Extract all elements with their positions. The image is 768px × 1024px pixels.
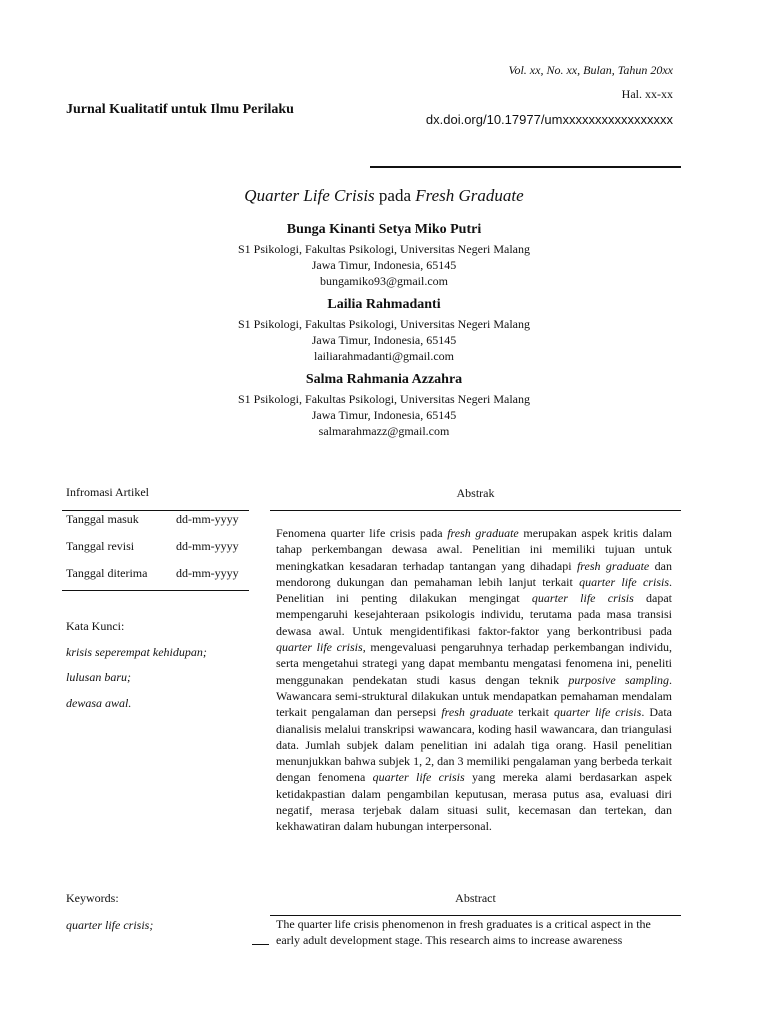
paper-title — [0, 186, 768, 206]
abstrak-text-segment: yang mereka alami berdasarkan aspek ketidakpastian dalam pengambilan keputusan, merasa putus asa, evaluasi diri negatif, merasa terjebak dalam situasi sulit, kecemasan dan tertekan, dan kekhawatiran dalam hubungan interpersonal. — [276, 770, 672, 834]
abstrak-text-segment: terkait — [513, 705, 554, 720]
abstrak-italic-term: purposive sampling — [568, 672, 669, 687]
info-label-accepted: Tanggal diterima — [66, 566, 148, 580]
abstrak-italic-term: quarter life crisis — [553, 705, 642, 720]
abstrak-text-segment: , mengevaluasi pengaruhnya terhadap perkembangan individu, serta mengetahui strategi yang dapat membantu mengatasi fenomena ini, peneliti menggunakan pendekatan studi kasus dengan teknik — [276, 640, 672, 687]
abstract-body-en: The quarter life crisis phenomenon in fresh graduates is a critical aspect in the early adult development stage. This research aims to increase awareness — [276, 917, 651, 948]
abstrak-heading: Abstrak — [456, 486, 495, 500]
abstrak-text-segment: dan mendorong dukungan dan pemahaman lebih lanjut terkait — [276, 558, 672, 589]
header-divider — [370, 166, 681, 168]
column-separator-dash — [252, 944, 269, 945]
author-location: Jawa Timur, Indonesia, 65145 — [311, 258, 457, 272]
keywords-heading-en: Keywords: — [66, 891, 119, 905]
journal-volume: Vol. xx, No. xx, Bulan, Tahun 20xx — [508, 63, 673, 77]
keyword-item: krisis seperempat kehidupan; — [66, 645, 207, 659]
abstrak-body — [276, 525, 672, 835]
abstrak-text-segment: . Penelitian ini penting dilakukan mengingat — [276, 574, 672, 606]
article-info-heading: Infromasi Artikel — [66, 485, 149, 499]
author-email[interactable]: lailiarahmadanti@gmail.com — [313, 349, 454, 363]
author-email[interactable]: salmarahmazz@gmail.com — [318, 424, 450, 438]
author-location: Jawa Timur, Indonesia, 65145 — [311, 408, 457, 422]
info-label-received: Tanggal masuk — [66, 512, 139, 526]
title-part-1: Quarter Life Crisis — [244, 186, 375, 205]
abstrak-italic-term: quarter life crisis — [276, 640, 363, 655]
author-block-3 — [0, 372, 768, 439]
title-part-2: pada — [374, 186, 416, 205]
journal-pages: Hal. xx-xx — [621, 87, 673, 101]
info-value-revised: dd-mm-yyyy — [176, 539, 239, 553]
abstrak-italic-term: fresh graduate — [441, 705, 514, 720]
abstrak-italic-term: quarter life crisis — [531, 591, 634, 606]
abstrak-text-segment: merupakan aspek kritis dalam tahap perkembangan dewasa awal. Penelitian ini memiliki tujuan untuk meningkatkan kesadaran terhadap tantangan yang dihadapi — [276, 526, 673, 573]
abstrak-italic-term: fresh graduate — [447, 526, 519, 540]
abstrak-italic-term: quarter life crisis — [372, 770, 465, 785]
keyword-item: lulusan baru; — [66, 670, 132, 684]
article-info-divider — [62, 510, 249, 511]
info-label-revised: Tanggal revisi — [66, 539, 135, 553]
author-block-2 — [0, 297, 768, 364]
keywords-heading-id: Kata Kunci: — [66, 619, 125, 633]
author-location: Jawa Timur, Indonesia, 65145 — [311, 333, 457, 347]
keyword-item: dewasa awal. — [66, 696, 132, 710]
author-name: Lailia Rahmadanti — [327, 297, 441, 312]
journal-name: Jurnal Kualitatif untuk Ilmu Perilaku — [66, 102, 294, 117]
article-info-bottom-divider — [62, 590, 249, 591]
author-email[interactable]: bungamiko93@gmail.com — [319, 274, 449, 288]
abstrak-text-segment: dapat mempengaruhi kesejahteraan psikologis individu, terutama pada masa transisi dewasa awal. Untuk mengidentifikasi faktor-faktor yang berkontribusi pada — [276, 591, 672, 638]
title-part-3: Fresh Graduate — [415, 186, 524, 205]
author-name: Bunga Kinanti Setya Miko Putri — [286, 222, 482, 237]
abstrak-italic-term: fresh graduate — [576, 558, 650, 573]
info-value-accepted: dd-mm-yyyy — [176, 566, 239, 580]
abstrak-text-segment: Fenomena quarter life crisis pada — [276, 526, 448, 540]
abstract-heading-en: Abstract — [455, 891, 496, 905]
author-affiliation: S1 Psikologi, Fakultas Psikologi, Universitas Negeri Malang — [238, 317, 530, 331]
info-value-received: dd-mm-yyyy — [176, 512, 239, 526]
author-block-1 — [0, 222, 768, 289]
abstrak-text-segment: . Wawancara semi-struktural dilakukan untuk mendapatkan pemahaman mendalam terkait pengalaman dan persepsi — [276, 672, 672, 720]
author-affiliation: S1 Psikologi, Fakultas Psikologi, Universitas Negeri Malang — [238, 242, 530, 256]
abstrak-italic-term: quarter life crisis — [579, 574, 669, 589]
doi-link[interactable]: dx.doi.org/10.17977/umxxxxxxxxxxxxxxxxx — [425, 112, 673, 127]
abstrak-divider — [270, 510, 681, 511]
keyword-item-en: quarter life crisis; — [66, 918, 154, 932]
author-name: Salma Rahmania Azzahra — [305, 372, 463, 387]
author-affiliation: S1 Psikologi, Fakultas Psikologi, Universitas Negeri Malang — [238, 392, 530, 406]
abstrak-text-segment: . Data dianalisis melalui transkripsi wawancara, koding hasil wawancara, dan triangulasi data. Jumlah subjek dalam penelitian ini adalah tiga orang. Hasil penelitian menunjukkan bahwa subjek 1, 2, dan 3 memiliki pengalaman yang berbeda terkait dengan fenomena — [276, 705, 672, 785]
